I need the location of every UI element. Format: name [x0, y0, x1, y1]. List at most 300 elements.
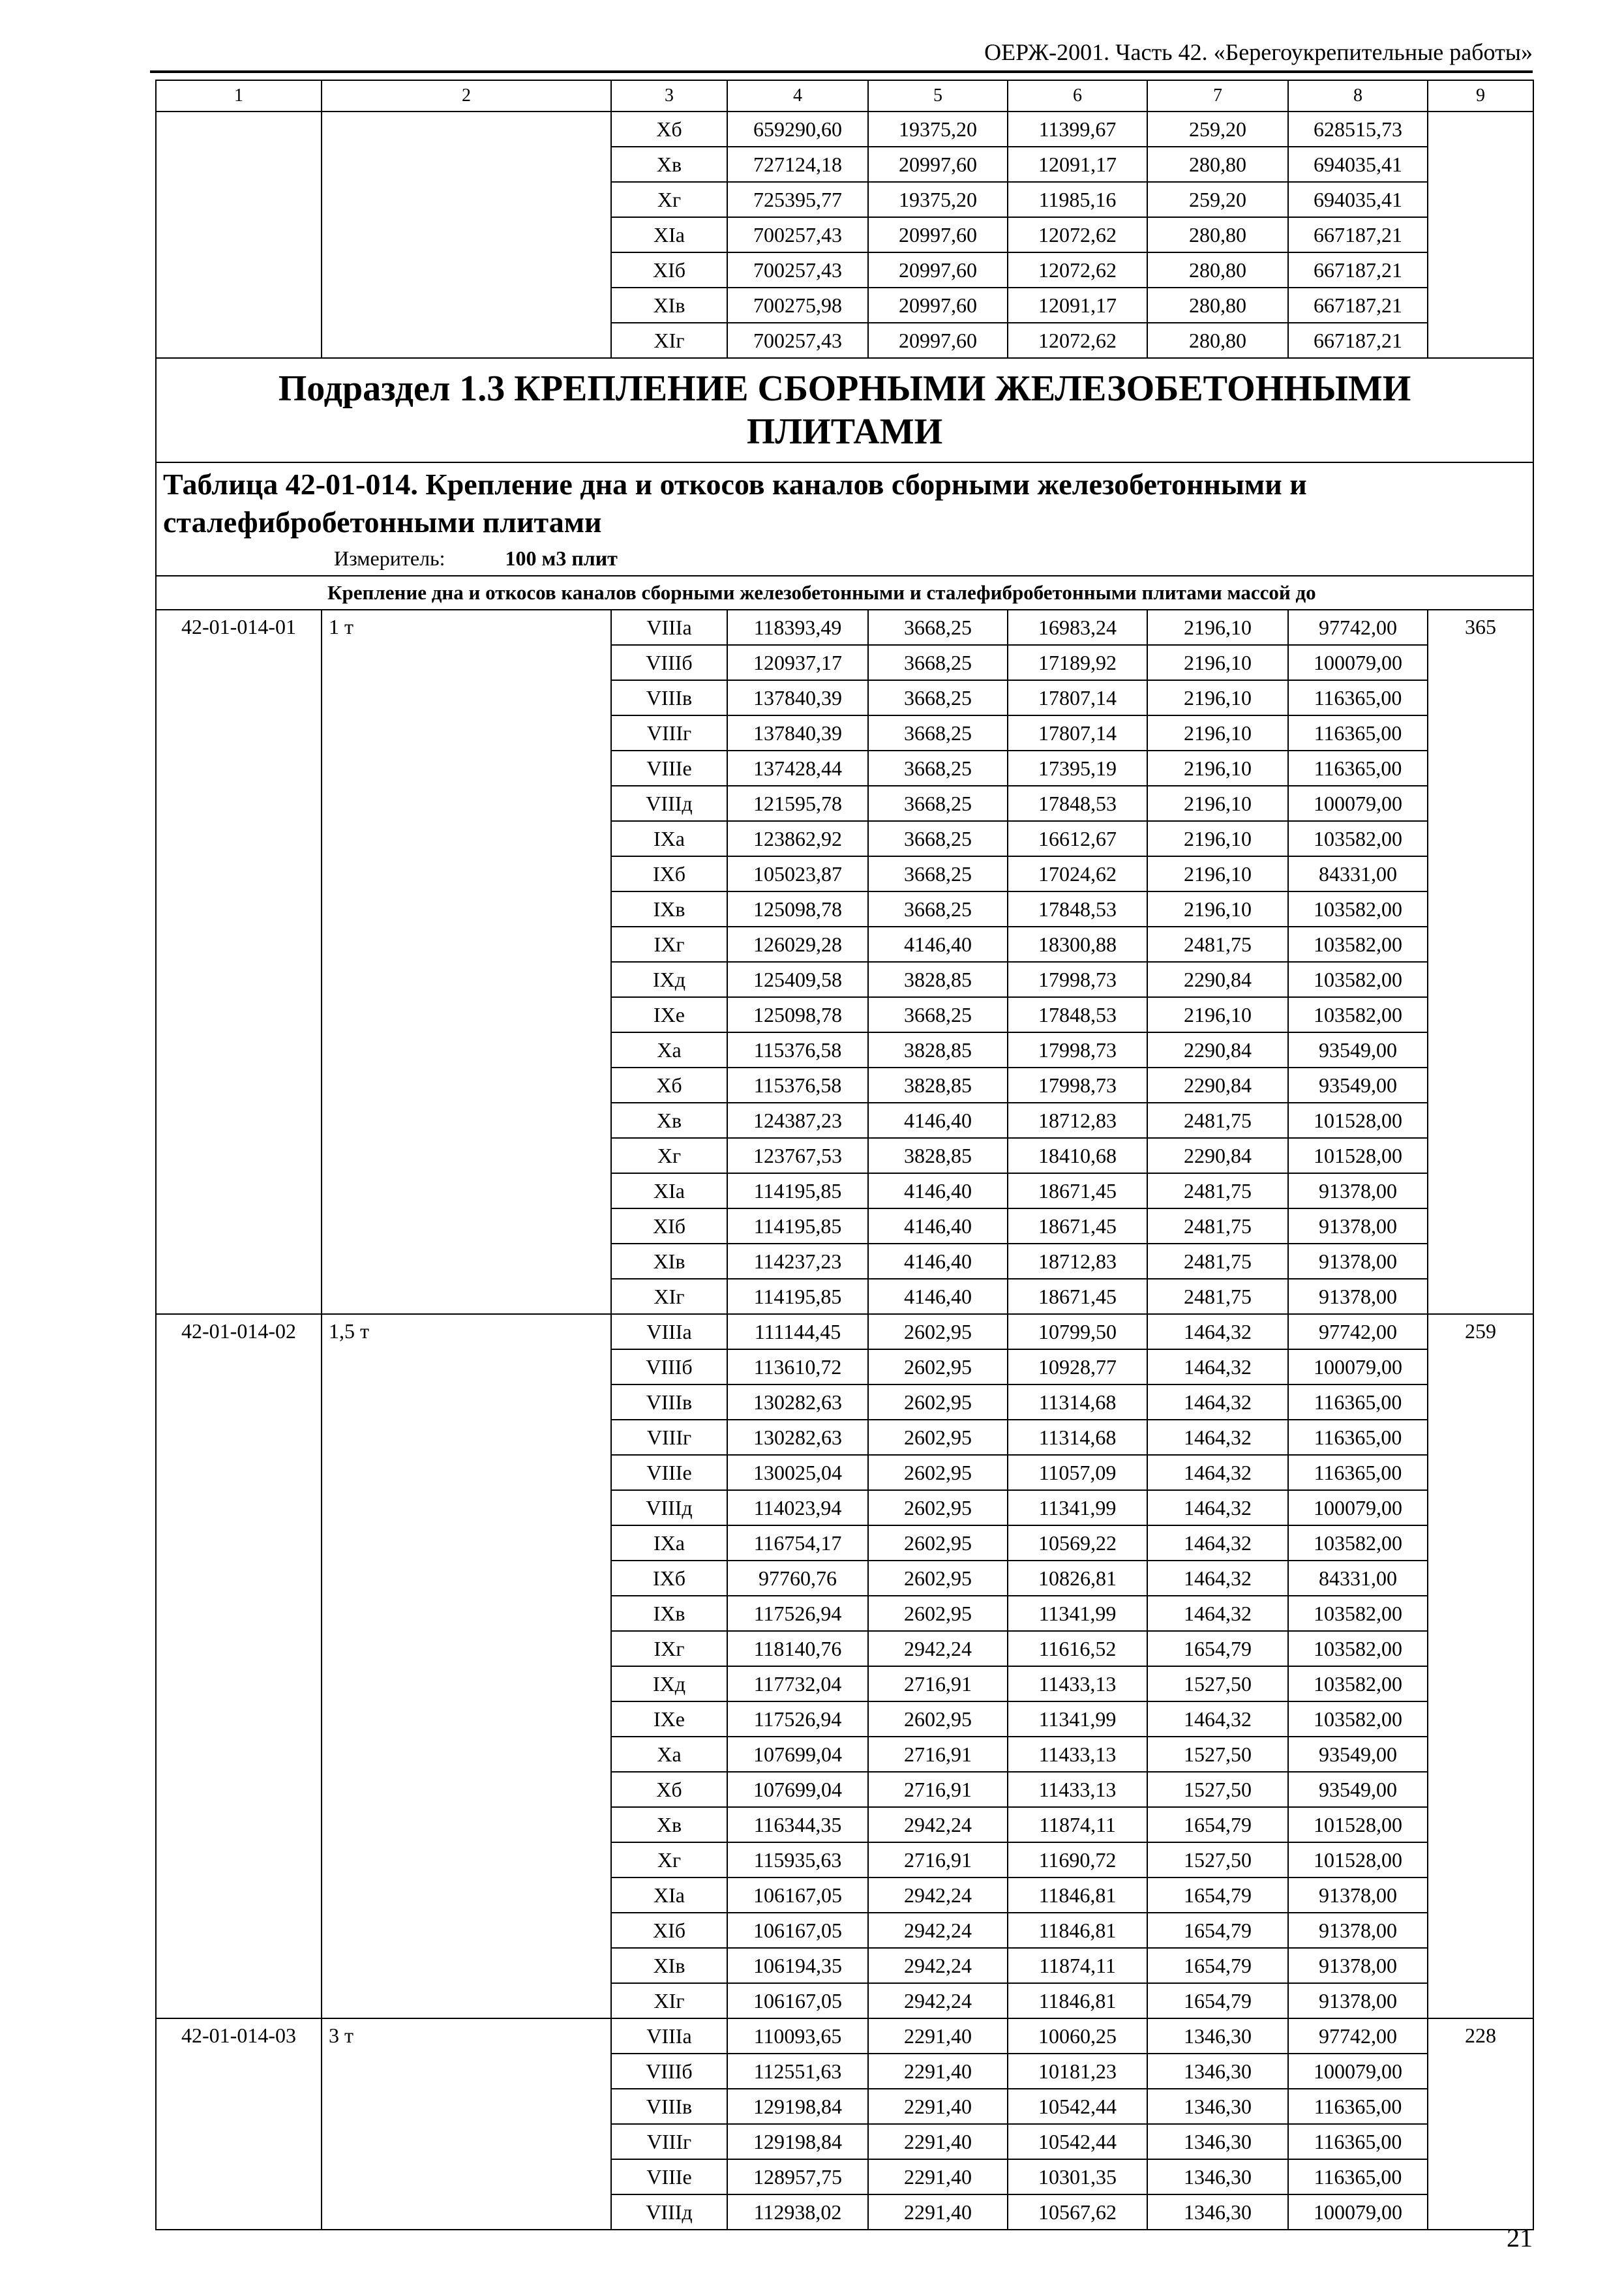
machine-cost-cell: 17998,73 [1008, 962, 1147, 997]
machine-cost-cell: 10567,62 [1008, 2194, 1147, 2230]
machinist-wage-cell: 1464,32 [1147, 1490, 1288, 1525]
direct-cost-cell: 107699,04 [727, 1737, 868, 1772]
machinist-wage-cell: 1346,30 [1147, 2159, 1288, 2194]
labor-cost-cell: 3668,25 [868, 680, 1008, 715]
labor-cost-cell: 2291,40 [868, 2018, 1008, 2054]
material-cost-cell: 116365,00 [1288, 1384, 1428, 1420]
direct-cost-cell: 128957,75 [727, 2159, 868, 2194]
labor-cost-cell: 2602,95 [868, 1314, 1008, 1349]
material-cost-cell: 97742,00 [1288, 1314, 1428, 1349]
direct-cost-cell: 659290,60 [727, 112, 868, 147]
machine-cost-cell: 16612,67 [1008, 821, 1147, 856]
zone-cell: Ха [611, 1737, 727, 1772]
zone-cell: IХв [611, 1596, 727, 1631]
labor-cost-cell: 3668,25 [868, 821, 1008, 856]
zone-cell: ХIа [611, 1173, 727, 1208]
machinist-wage-cell: 2196,10 [1147, 680, 1288, 715]
material-cost-cell: 91378,00 [1288, 1913, 1428, 1948]
material-cost-cell: 100079,00 [1288, 2194, 1428, 2230]
machinist-wage-cell: 2196,10 [1147, 891, 1288, 927]
material-cost-cell: 101528,00 [1288, 1138, 1428, 1173]
col9-cell: 365 [1428, 610, 1533, 1314]
direct-cost-cell: 130025,04 [727, 1455, 868, 1490]
zone-cell: IХе [611, 997, 727, 1032]
labor-cost-cell: 2942,24 [868, 1631, 1008, 1666]
zone-cell: ХIб [611, 1208, 727, 1244]
name-cell: 1 т [322, 610, 611, 1314]
material-cost-cell: 628515,73 [1288, 112, 1428, 147]
zone-cell: ХIа [611, 217, 727, 252]
zone-cell: IХд [611, 1666, 727, 1701]
header-rule [150, 72, 1533, 73]
material-cost-cell: 101528,00 [1288, 1103, 1428, 1138]
unit-label: Измеритель: [334, 546, 445, 570]
direct-cost-cell: 700257,43 [727, 323, 868, 358]
description-row [156, 576, 1533, 610]
machinist-wage-cell: 280,80 [1147, 252, 1288, 288]
direct-cost-cell: 114237,23 [727, 1244, 868, 1279]
machinist-wage-cell: 1464,32 [1147, 1596, 1288, 1631]
table-row [156, 2018, 1533, 2054]
material-cost-cell: 103582,00 [1288, 1666, 1428, 1701]
column-number: 1 [156, 80, 322, 112]
machinist-wage-cell: 2196,10 [1147, 821, 1288, 856]
zone-cell: VIIIе [611, 2159, 727, 2194]
table-row [156, 112, 1533, 147]
machine-cost-cell: 11433,13 [1008, 1737, 1147, 1772]
material-cost-cell: 91378,00 [1288, 1948, 1428, 1983]
labor-cost-cell: 3668,25 [868, 751, 1008, 786]
table-title: Таблица 42-01-014. Крепление дна и откосов каналов сборными железобетонными и сталефибробетонными плитами [163, 468, 1307, 539]
machine-cost-cell: 10060,25 [1008, 2018, 1147, 2054]
machine-cost-cell: 11846,81 [1008, 1983, 1147, 2018]
zone-cell: VIIIд [611, 1490, 727, 1525]
labor-cost-cell: 2942,24 [868, 1948, 1008, 1983]
machine-cost-cell: 11341,99 [1008, 1596, 1147, 1631]
direct-cost-cell: 125098,78 [727, 997, 868, 1032]
zone-cell: IХе [611, 1701, 727, 1737]
material-cost-cell: 103582,00 [1288, 891, 1428, 927]
direct-cost-cell: 126029,28 [727, 927, 868, 962]
machine-cost-cell: 17024,62 [1008, 856, 1147, 891]
machine-cost-cell: 11874,11 [1008, 1807, 1147, 1842]
unit-value: 100 м3 плит [505, 546, 618, 570]
machinist-wage-cell: 259,20 [1147, 112, 1288, 147]
labor-cost-cell: 2716,91 [868, 1737, 1008, 1772]
labor-cost-cell: 2602,95 [868, 1349, 1008, 1384]
machinist-wage-cell: 2196,10 [1147, 751, 1288, 786]
material-cost-cell: 91378,00 [1288, 1173, 1428, 1208]
labor-cost-cell: 2602,95 [868, 1455, 1008, 1490]
zone-cell: VIIIв [611, 1384, 727, 1420]
labor-cost-cell: 2602,95 [868, 1420, 1008, 1455]
material-cost-cell: 116365,00 [1288, 715, 1428, 751]
column-number-row [156, 80, 1533, 112]
direct-cost-cell: 117732,04 [727, 1666, 868, 1701]
labor-cost-cell: 3668,25 [868, 610, 1008, 645]
labor-cost-cell: 2942,24 [868, 1878, 1008, 1913]
zone-cell: Хг [611, 182, 727, 217]
machine-cost-cell: 17807,14 [1008, 680, 1147, 715]
machinist-wage-cell: 1346,30 [1147, 2194, 1288, 2230]
machine-cost-cell: 11057,09 [1008, 1455, 1147, 1490]
machinist-wage-cell: 280,80 [1147, 288, 1288, 323]
zone-cell: VIIIд [611, 2194, 727, 2230]
zone-cell: VIIIе [611, 751, 727, 786]
labor-cost-cell: 2602,95 [868, 1384, 1008, 1420]
direct-cost-cell: 137428,44 [727, 751, 868, 786]
machine-cost-cell: 17848,53 [1008, 786, 1147, 821]
material-cost-cell: 93549,00 [1288, 1737, 1428, 1772]
machine-cost-cell: 18712,83 [1008, 1103, 1147, 1138]
machinist-wage-cell: 280,80 [1147, 147, 1288, 182]
zone-cell: Хб [611, 1772, 727, 1807]
material-cost-cell: 84331,00 [1288, 1561, 1428, 1596]
labor-cost-cell: 4146,40 [868, 1103, 1008, 1138]
material-cost-cell: 103582,00 [1288, 1525, 1428, 1561]
machinist-wage-cell: 259,20 [1147, 182, 1288, 217]
zone-cell: VIIIб [611, 2054, 727, 2089]
zone-cell: ХIг [611, 1983, 727, 2018]
machinist-wage-cell: 1527,50 [1147, 1666, 1288, 1701]
material-cost-cell: 694035,41 [1288, 182, 1428, 217]
material-cost-cell: 91378,00 [1288, 1279, 1428, 1314]
machinist-wage-cell: 2290,84 [1147, 1138, 1288, 1173]
code-cell [156, 112, 322, 358]
code-cell: 42-01-014-03 [156, 2018, 322, 2230]
machine-cost-cell: 16983,24 [1008, 610, 1147, 645]
direct-cost-cell: 727124,18 [727, 147, 868, 182]
zone-cell: VIIIе [611, 1455, 727, 1490]
machine-cost-cell: 11314,68 [1008, 1420, 1147, 1455]
machine-cost-cell: 12072,62 [1008, 323, 1147, 358]
direct-cost-cell: 110093,65 [727, 2018, 868, 2054]
material-cost-cell: 91378,00 [1288, 1244, 1428, 1279]
labor-cost-cell: 2602,95 [868, 1561, 1008, 1596]
machinist-wage-cell: 1654,79 [1147, 1878, 1288, 1913]
zone-cell: VIIIб [611, 1349, 727, 1384]
machinist-wage-cell: 2196,10 [1147, 786, 1288, 821]
machinist-wage-cell: 1464,32 [1147, 1420, 1288, 1455]
direct-cost-cell: 106194,35 [727, 1948, 868, 1983]
material-cost-cell: 103582,00 [1288, 927, 1428, 962]
labor-cost-cell: 2716,91 [868, 1666, 1008, 1701]
zone-cell: ХIв [611, 1244, 727, 1279]
column-number: 5 [868, 80, 1008, 112]
direct-cost-cell: 124387,23 [727, 1103, 868, 1138]
direct-cost-cell: 112551,63 [727, 2054, 868, 2089]
machinist-wage-cell: 2481,75 [1147, 1208, 1288, 1244]
direct-cost-cell: 97760,76 [727, 1561, 868, 1596]
machinist-wage-cell: 1346,30 [1147, 2018, 1288, 2054]
machinist-wage-cell: 280,80 [1147, 323, 1288, 358]
zone-cell: IХб [611, 1561, 727, 1596]
zone-cell: ХIб [611, 252, 727, 288]
material-cost-cell: 93549,00 [1288, 1032, 1428, 1068]
machinist-wage-cell: 2196,10 [1147, 997, 1288, 1032]
col9-cell: 259 [1428, 1314, 1533, 2018]
zone-cell: VIIIв [611, 2089, 727, 2124]
machine-cost-cell: 11399,67 [1008, 112, 1147, 147]
material-cost-cell: 116365,00 [1288, 680, 1428, 715]
direct-cost-cell: 137840,39 [727, 715, 868, 751]
machinist-wage-cell: 1464,32 [1147, 1701, 1288, 1737]
zone-cell: Ха [611, 1032, 727, 1068]
machine-cost-cell: 17807,14 [1008, 715, 1147, 751]
labor-cost-cell: 2291,40 [868, 2159, 1008, 2194]
machine-cost-cell: 18712,83 [1008, 1244, 1147, 1279]
direct-cost-cell: 117526,94 [727, 1596, 868, 1631]
material-cost-cell: 103582,00 [1288, 962, 1428, 997]
material-cost-cell: 667187,21 [1288, 323, 1428, 358]
machine-cost-cell: 18671,45 [1008, 1279, 1147, 1314]
direct-cost-cell: 105023,87 [727, 856, 868, 891]
zone-cell: Хв [611, 1103, 727, 1138]
direct-cost-cell: 115376,58 [727, 1068, 868, 1103]
machine-cost-cell: 11846,81 [1008, 1913, 1147, 1948]
direct-cost-cell: 130282,63 [727, 1384, 868, 1420]
machinist-wage-cell: 1527,50 [1147, 1842, 1288, 1878]
machinist-wage-cell: 2481,75 [1147, 1244, 1288, 1279]
machinist-wage-cell: 1654,79 [1147, 1807, 1288, 1842]
machine-cost-cell: 10928,77 [1008, 1349, 1147, 1384]
labor-cost-cell: 2602,95 [868, 1525, 1008, 1561]
zone-cell: IХб [611, 856, 727, 891]
machinist-wage-cell: 1464,32 [1147, 1561, 1288, 1596]
machinist-wage-cell: 280,80 [1147, 217, 1288, 252]
machinist-wage-cell: 1346,30 [1147, 2089, 1288, 2124]
machine-cost-cell: 11616,52 [1008, 1631, 1147, 1666]
direct-cost-cell: 115935,63 [727, 1842, 868, 1878]
zone-cell: VIIIг [611, 1420, 727, 1455]
zone-cell: IХд [611, 962, 727, 997]
machinist-wage-cell: 1654,79 [1147, 1631, 1288, 1666]
col9-cell: 228 [1428, 2018, 1533, 2230]
direct-cost-cell: 123767,53 [727, 1138, 868, 1173]
zone-cell: VIIIв [611, 680, 727, 715]
direct-cost-cell: 114195,85 [727, 1208, 868, 1244]
labor-cost-cell: 3828,85 [868, 1138, 1008, 1173]
column-number: 4 [727, 80, 868, 112]
machinist-wage-cell: 1654,79 [1147, 1913, 1288, 1948]
machine-cost-cell: 18671,45 [1008, 1208, 1147, 1244]
direct-cost-cell: 125098,78 [727, 891, 868, 927]
machine-cost-cell: 10799,50 [1008, 1314, 1147, 1349]
direct-cost-cell: 116754,17 [727, 1525, 868, 1561]
zone-cell: VIIIа [611, 610, 727, 645]
machine-cost-cell: 18671,45 [1008, 1173, 1147, 1208]
col9-cell [1428, 112, 1533, 358]
machine-cost-cell: 11341,99 [1008, 1701, 1147, 1737]
labor-cost-cell: 2942,24 [868, 1913, 1008, 1948]
machine-cost-cell: 11314,68 [1008, 1384, 1147, 1420]
labor-cost-cell: 4146,40 [868, 1244, 1008, 1279]
direct-cost-cell: 115376,58 [727, 1032, 868, 1068]
machinist-wage-cell: 1464,32 [1147, 1525, 1288, 1561]
direct-cost-cell: 137840,39 [727, 680, 868, 715]
machine-cost-cell: 10569,22 [1008, 1525, 1147, 1561]
labor-cost-cell: 20997,60 [868, 288, 1008, 323]
machine-cost-cell: 17189,92 [1008, 645, 1147, 680]
labor-cost-cell: 3668,25 [868, 891, 1008, 927]
labor-cost-cell: 3668,25 [868, 715, 1008, 751]
direct-cost-cell: 114195,85 [727, 1279, 868, 1314]
section-title: Подраздел 1.3 КРЕПЛЕНИЕ СБОРНЫМИ ЖЕЛЕЗОБЕТОННЫМИ ПЛИТАМИ [156, 358, 1533, 462]
name-cell: 1,5 т [322, 1314, 611, 2018]
zone-cell: ХIв [611, 1948, 727, 1983]
material-cost-cell: 116365,00 [1288, 1420, 1428, 1455]
zone-cell: IХа [611, 1525, 727, 1561]
machine-cost-cell: 17998,73 [1008, 1032, 1147, 1068]
code-cell: 42-01-014-01 [156, 610, 322, 1314]
labor-cost-cell: 2602,95 [868, 1701, 1008, 1737]
material-cost-cell: 103582,00 [1288, 1701, 1428, 1737]
machinist-wage-cell: 2290,84 [1147, 1032, 1288, 1068]
machine-cost-cell: 10542,44 [1008, 2089, 1147, 2124]
zone-cell: Хб [611, 112, 727, 147]
price-table [155, 80, 1534, 2230]
machinist-wage-cell: 1346,30 [1147, 2054, 1288, 2089]
labor-cost-cell: 3668,25 [868, 645, 1008, 680]
direct-cost-cell: 107699,04 [727, 1772, 868, 1807]
material-cost-cell: 100079,00 [1288, 645, 1428, 680]
material-cost-cell: 91378,00 [1288, 1208, 1428, 1244]
page-number: 21 [1507, 2223, 1533, 2252]
direct-cost-cell: 116344,35 [727, 1807, 868, 1842]
material-cost-cell: 100079,00 [1288, 1490, 1428, 1525]
labor-cost-cell: 20997,60 [868, 217, 1008, 252]
zone-cell: VIIIа [611, 1314, 727, 1349]
material-cost-cell: 116365,00 [1288, 2159, 1428, 2194]
machine-cost-cell: 12091,17 [1008, 147, 1147, 182]
labor-cost-cell: 3668,25 [868, 997, 1008, 1032]
machinist-wage-cell: 1464,32 [1147, 1455, 1288, 1490]
material-cost-cell: 116365,00 [1288, 2124, 1428, 2159]
direct-cost-cell: 118140,76 [727, 1631, 868, 1666]
column-number: 9 [1428, 80, 1533, 112]
zone-cell: IХв [611, 891, 727, 927]
material-cost-cell: 100079,00 [1288, 2054, 1428, 2089]
machine-cost-cell: 11433,13 [1008, 1772, 1147, 1807]
machine-cost-cell: 12072,62 [1008, 252, 1147, 288]
direct-cost-cell: 700275,98 [727, 288, 868, 323]
machinist-wage-cell: 1346,30 [1147, 2124, 1288, 2159]
machine-cost-cell: 10181,23 [1008, 2054, 1147, 2089]
labor-cost-cell: 3828,85 [868, 1032, 1008, 1068]
direct-cost-cell: 121595,78 [727, 786, 868, 821]
column-number: 2 [322, 80, 611, 112]
labor-cost-cell: 4146,40 [868, 1173, 1008, 1208]
zone-cell: IХг [611, 927, 727, 962]
machine-cost-cell: 11985,16 [1008, 182, 1147, 217]
direct-cost-cell: 130282,63 [727, 1420, 868, 1455]
column-number: 7 [1147, 80, 1288, 112]
direct-cost-cell: 117526,94 [727, 1701, 868, 1737]
zone-cell: IХа [611, 821, 727, 856]
machinist-wage-cell: 2196,10 [1147, 610, 1288, 645]
material-cost-cell: 103582,00 [1288, 1596, 1428, 1631]
machinist-wage-cell: 1464,32 [1147, 1349, 1288, 1384]
direct-cost-cell: 129198,84 [727, 2124, 868, 2159]
material-cost-cell: 101528,00 [1288, 1842, 1428, 1878]
zone-cell: ХIг [611, 323, 727, 358]
labor-cost-cell: 2291,40 [868, 2124, 1008, 2159]
direct-cost-cell: 725395,77 [727, 182, 868, 217]
labor-cost-cell: 2602,95 [868, 1490, 1008, 1525]
direct-cost-cell: 106167,05 [727, 1913, 868, 1948]
direct-cost-cell: 118393,49 [727, 610, 868, 645]
machine-cost-cell: 11341,99 [1008, 1490, 1147, 1525]
direct-cost-cell: 114195,85 [727, 1173, 868, 1208]
zone-cell: VIIIд [611, 786, 727, 821]
machine-cost-cell: 17998,73 [1008, 1068, 1147, 1103]
labor-cost-cell: 20997,60 [868, 252, 1008, 288]
zone-cell: IХг [611, 1631, 727, 1666]
material-cost-cell: 97742,00 [1288, 610, 1428, 645]
labor-cost-cell: 3828,85 [868, 962, 1008, 997]
labor-cost-cell: 2291,40 [868, 2054, 1008, 2089]
labor-cost-cell: 2942,24 [868, 1983, 1008, 2018]
column-number: 8 [1288, 80, 1428, 112]
material-cost-cell: 97742,00 [1288, 2018, 1428, 2054]
name-cell [322, 112, 611, 358]
unit-line [163, 541, 1526, 575]
page-header: ОЕРЖ-2001. Часть 42. «Берегоукрепительные работы» [150, 38, 1533, 72]
labor-cost-cell: 2716,91 [868, 1772, 1008, 1807]
machine-cost-cell: 11874,11 [1008, 1948, 1147, 1983]
zone-cell: ХIб [611, 1913, 727, 1948]
direct-cost-cell: 700257,43 [727, 217, 868, 252]
zone-cell: VIIIг [611, 2124, 727, 2159]
name-cell: 3 т [322, 2018, 611, 2230]
labor-cost-cell: 4146,40 [868, 1279, 1008, 1314]
labor-cost-cell: 19375,20 [868, 112, 1008, 147]
material-cost-cell: 101528,00 [1288, 1807, 1428, 1842]
machine-cost-cell: 18410,68 [1008, 1138, 1147, 1173]
material-cost-cell: 667187,21 [1288, 288, 1428, 323]
machine-cost-cell: 12091,17 [1008, 288, 1147, 323]
table-description: Крепление дна и откосов каналов сборными железобетонными и сталефибробетонными плитами массой до [156, 576, 1533, 610]
machine-cost-cell: 11690,72 [1008, 1842, 1147, 1878]
labor-cost-cell: 4146,40 [868, 1208, 1008, 1244]
labor-cost-cell: 19375,20 [868, 182, 1008, 217]
machinist-wage-cell: 2290,84 [1147, 962, 1288, 997]
table-body [156, 80, 1533, 2230]
zone-cell: Хв [611, 1807, 727, 1842]
section-row [156, 358, 1533, 462]
material-cost-cell: 103582,00 [1288, 1631, 1428, 1666]
machine-cost-cell: 17848,53 [1008, 891, 1147, 927]
table-title-row [156, 462, 1533, 576]
table-row [156, 610, 1533, 645]
machinist-wage-cell: 1654,79 [1147, 1983, 1288, 2018]
machine-cost-cell: 17395,19 [1008, 751, 1147, 786]
material-cost-cell: 116365,00 [1288, 2089, 1428, 2124]
material-cost-cell: 100079,00 [1288, 1349, 1428, 1384]
machinist-wage-cell: 2481,75 [1147, 1103, 1288, 1138]
machinist-wage-cell: 2196,10 [1147, 645, 1288, 680]
material-cost-cell: 667187,21 [1288, 217, 1428, 252]
table-row [156, 1314, 1533, 1349]
direct-cost-cell: 106167,05 [727, 1983, 868, 2018]
direct-cost-cell: 111144,45 [727, 1314, 868, 1349]
labor-cost-cell: 2716,91 [868, 1842, 1008, 1878]
material-cost-cell: 93549,00 [1288, 1772, 1428, 1807]
material-cost-cell: 116365,00 [1288, 751, 1428, 786]
machine-cost-cell: 12072,62 [1008, 217, 1147, 252]
labor-cost-cell: 20997,60 [868, 147, 1008, 182]
machinist-wage-cell: 2481,75 [1147, 1279, 1288, 1314]
